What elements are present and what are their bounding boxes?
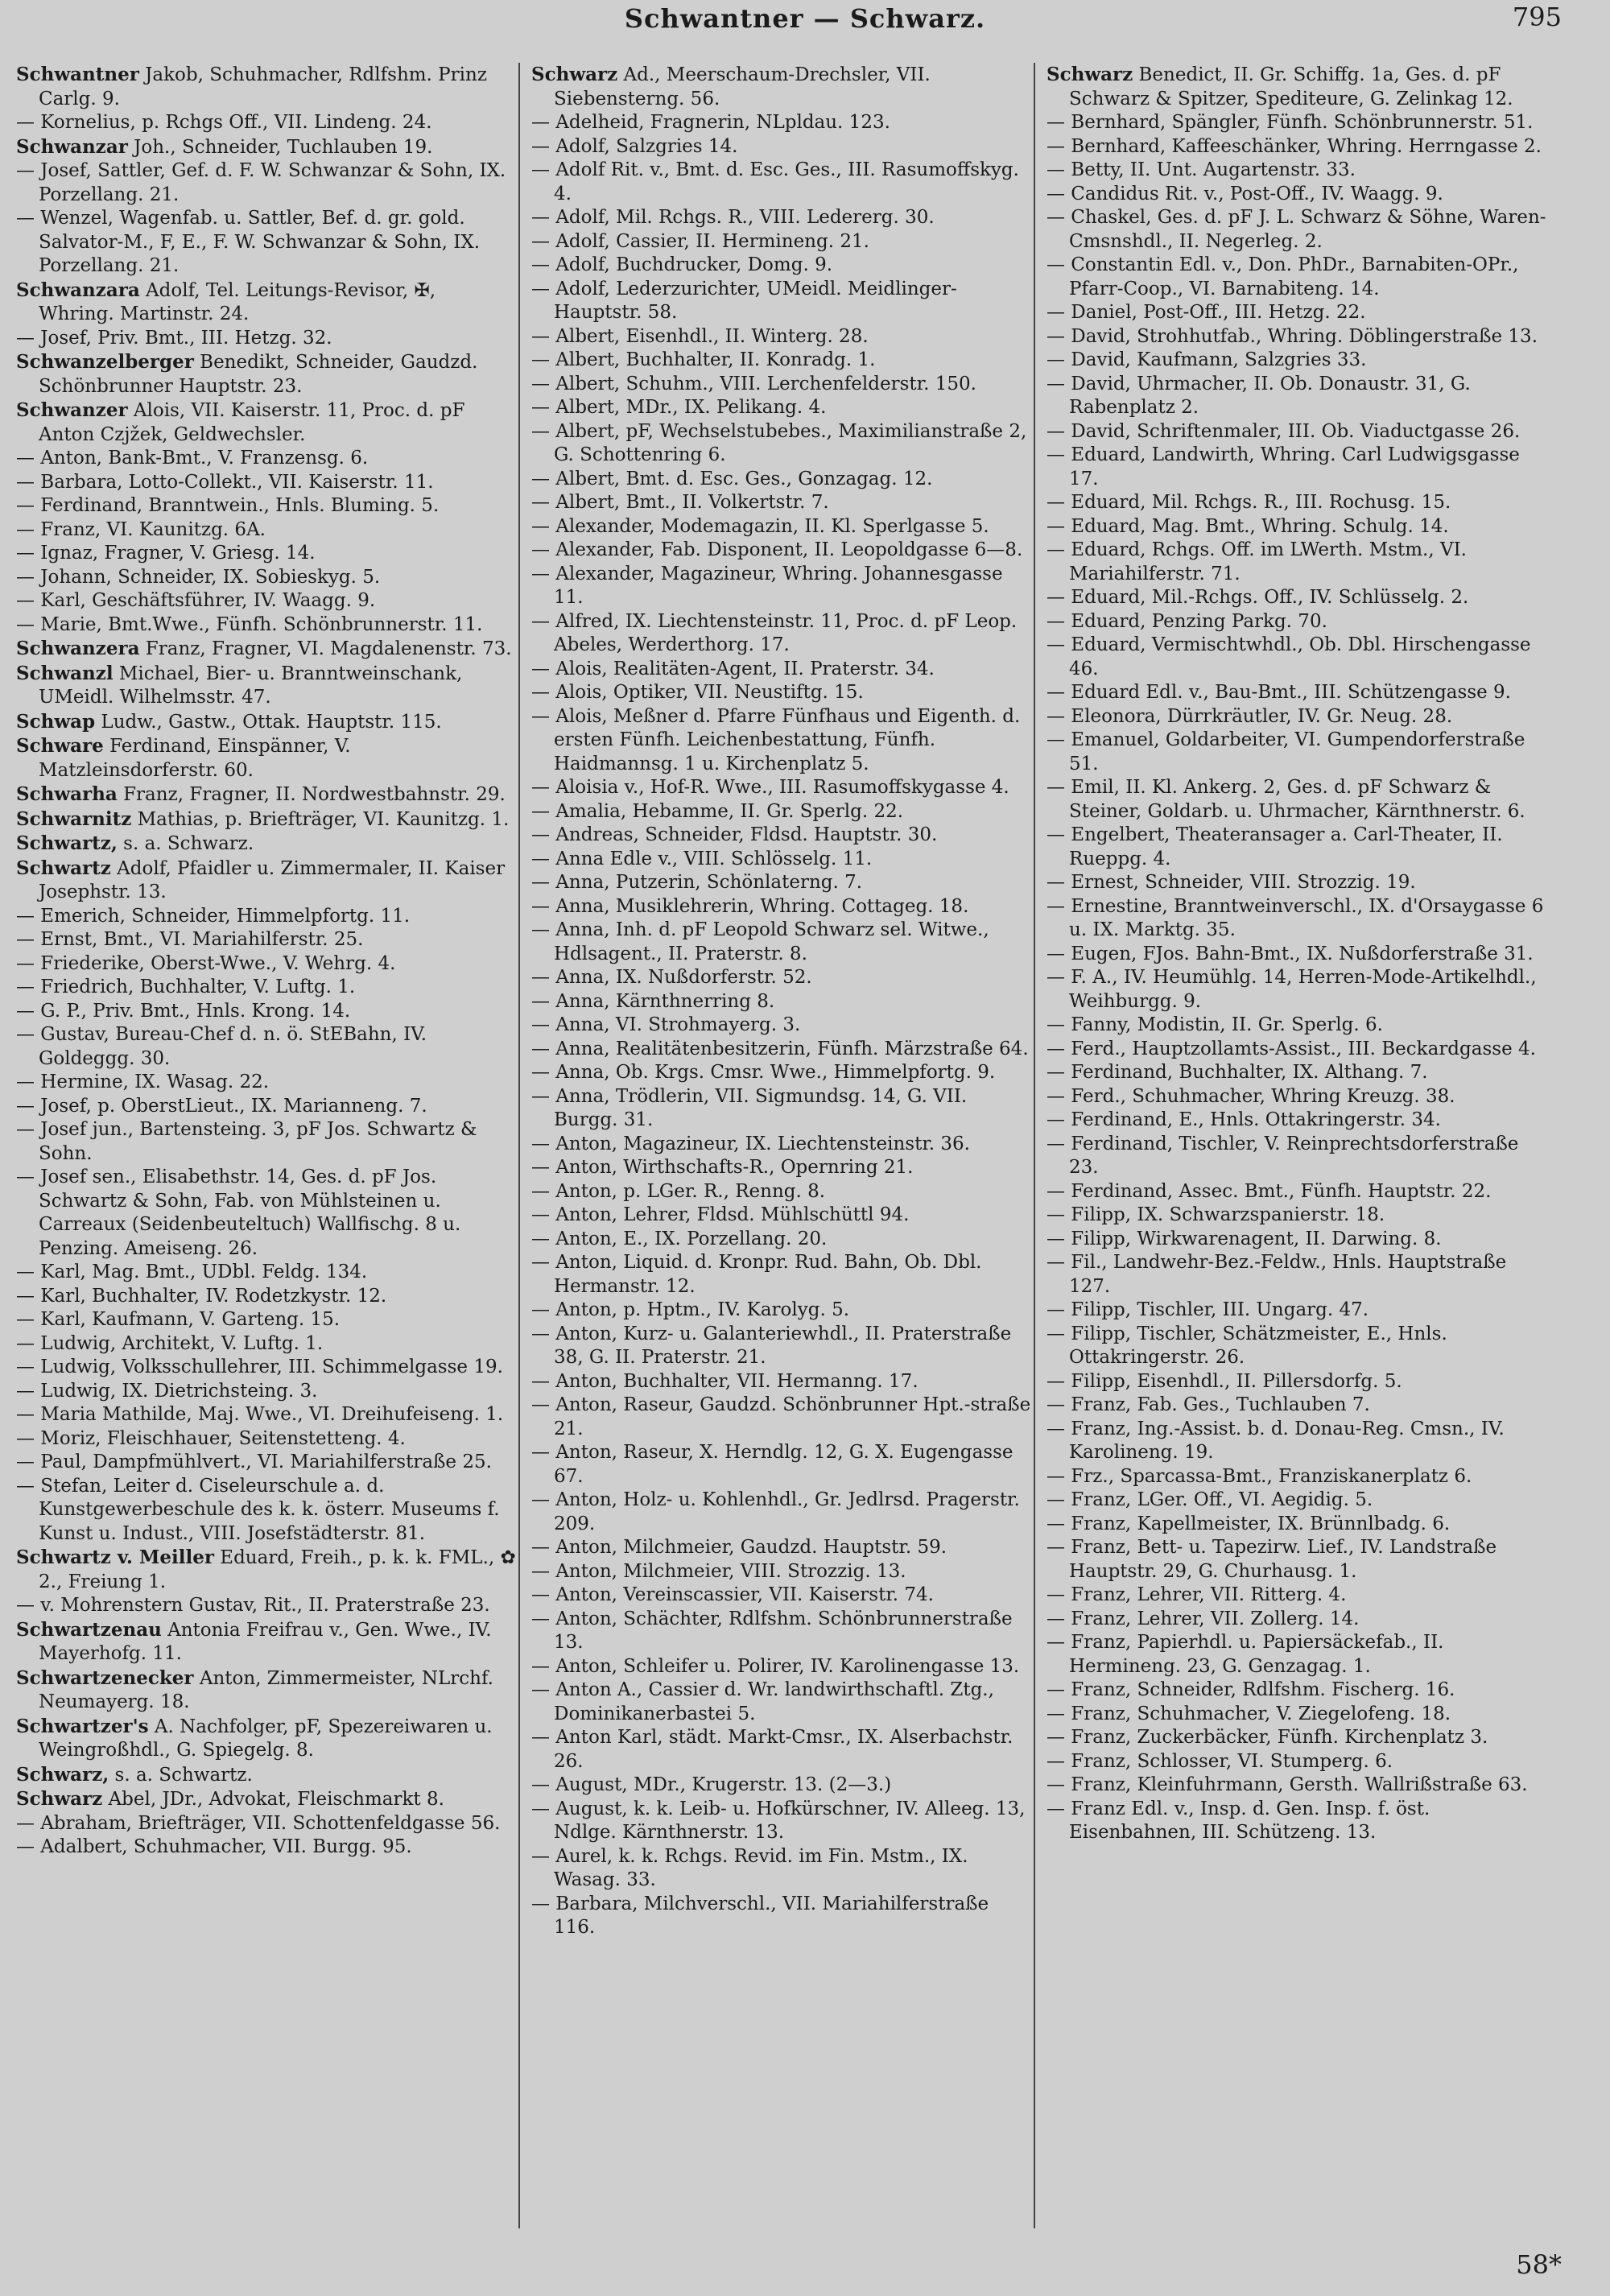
directory-entry: — Emanuel, Goldarbeiter, VI. Gumpendorferstraße 51.: [1046, 729, 1525, 774]
directory-entry: Schwanzelberger Benedikt, Schneider, Gaudzd. Schönbrunner Hauptstr. 23.: [16, 351, 478, 397]
directory-entry: — David, Schriftenmaler, III. Ob. Viaductgasse 26.: [1046, 420, 1521, 442]
directory-entry: — Anton, Wirthschafts-R., Opernring 21.: [531, 1157, 914, 1178]
column-divider: [518, 63, 520, 2228]
directory-entry: — Paul, Dampfmühlvert., VI. Mariahilferstraße 25.: [16, 1452, 492, 1472]
directory-entry: — Anton, Raseur, Gaudzd. Schönbrunner Hpt.-straße 21.: [531, 1394, 1031, 1439]
directory-entry: — Ferd., Hauptzollamts-Assist., III. Beckardgasse 4.: [1046, 1038, 1536, 1059]
directory-entry: — Frz., Sparcassa-Bmt., Franziskanerplatz 6.: [1046, 1465, 1472, 1487]
directory-entry: — v. Mohrenstern Gustav, Rit., II. Praterstraße 23.: [16, 1595, 490, 1616]
directory-entry: — Filipp, IX. Schwarzspanierstr. 18.: [1046, 1204, 1385, 1225]
column-1: [16, 63, 517, 2236]
directory-entry: — Franz, LGer. Off., VI. Aegidig. 5.: [1046, 1489, 1373, 1510]
directory-entry: — Maria Mathilde, Maj. Wwe., VI. Dreihufeiseng. 1.: [16, 1404, 504, 1425]
directory-entry: — Alois, Realitäten-Agent, II. Praterstr. 34.: [531, 658, 935, 679]
directory-entry: — Franz, VI. Kaunitzg. 6A.: [16, 518, 266, 540]
running-head: Schwantner — Schwarz.: [624, 3, 986, 34]
directory-entry: — Franz, Zuckerbäcker, Fünfh. Kirchenplatz 3.: [1046, 1727, 1488, 1748]
directory-entry: — Anna, VI. Strohmayerg. 3.: [531, 1014, 801, 1035]
directory-entry: — Barbara, Milchverschl., VII. Mariahilferstraße 116.: [531, 1893, 989, 1938]
directory-entry: — Eugen, FJos. Bahn-Bmt., IX. Nußdorferstraße 31.: [1046, 943, 1534, 964]
directory-entry: Schwarnitz Mathias, p. Briefträger, VI. Kaunitzg. 1.: [16, 807, 510, 830]
directory-entry: — Anton, Milchmeier, Gaudzd. Hauptstr. 59.: [531, 1537, 947, 1558]
directory-entry: — Eduard, Rchgs. Off. im LWerth. Mstm., VI. Mariahilferstr. 71.: [1046, 539, 1467, 584]
directory-entry: — Anton, Schleifer u. Polirer, IV. Karolinengasse 13.: [531, 1655, 1020, 1677]
directory-entry: — Eduard, Mil. Rchgs. R., III. Rochusg. 15.: [1046, 492, 1451, 513]
directory-entry: — Chaskel, Ges. d. pF J. L. Schwarz & Söhne, Waren-Cmsnshdl., II. Negerleg. 2.: [1046, 207, 1546, 252]
directory-entry: — August, MDr., Krugerstr. 13. (2—3.): [531, 1774, 892, 1795]
page-header: [0, 0, 1610, 34]
directory-entry: — Albert, pF, Wechselstubebes., Maximilianstraße 2, G. Schottenring 6.: [531, 420, 1027, 465]
directory-entry: Schwanzl Michael, Bier- u. Branntweinschank, UMeidl. Wilhelmsstr. 47.: [16, 662, 463, 708]
directory-entry: Schwarz Abel, JDr., Advokat, Fleischmarkt 8.: [16, 1788, 444, 1810]
directory-entry: — Aloisia v., Hof-R. Wwe., III. Rasumoffskygasse 4.: [531, 777, 1009, 798]
directory-entry: — Eduard, Landwirth, Whring. Carl Ludwigsgasse 17.: [1046, 444, 1520, 489]
directory-entry: — Franz, Fab. Ges., Tuchlauben 7.: [1046, 1394, 1370, 1415]
directory-entry: — Fanny, Modistin, II. Gr. Sperlg. 6.: [1046, 1014, 1383, 1035]
column-2: [531, 63, 1032, 2236]
directory-entry: — Ludwig, IX. Dietrichsteing. 3.: [16, 1380, 318, 1402]
directory-entry: — Wenzel, Wagenfab. u. Sattler, Bef. d. gr. gold. Salvator-M., F, E., F. W. Schwanzar & Sohn, IX. Porzellang. 21.: [16, 208, 481, 276]
directory-entry: — Eduard, Vermischtwhdl., Ob. Dbl. Hirschengasse 46.: [1046, 634, 1531, 679]
directory-entry: Schwarz Ad., Meerschaum-Drechsler, VII. Siebensterng. 56.: [531, 64, 931, 109]
directory-entry: — Eduard, Mil.-Rchgs. Off., IV. Schlüsselg. 2.: [1046, 587, 1469, 608]
directory-entry: — Abraham, Briefträger, VII. Schottenfeldgasse 56.: [16, 1812, 501, 1834]
directory-entry: Schwartz v. Meiller Eduard, Freih., p. k. k. FML., ✿ 2., Freiung 1.: [16, 1546, 516, 1592]
directory-entry: Schwartzer's A. Nachfolger, pF, Spezereiwaren u. Weingroßhdl., G. Spiegelg. 8.: [16, 1715, 493, 1761]
directory-entry: — Alexander, Fab. Disponent, II. Leopoldgasse 6—8.: [531, 539, 1023, 560]
directory-entry: — Karl, Buchhalter, IV. Rodetzkystr. 12.: [16, 1285, 387, 1307]
directory-entry: — Eduard, Mag. Bmt., Whring. Schulg. 14.: [1046, 515, 1449, 537]
directory-entry: — Franz, Papierhdl. u. Papiersäckefab., II. Hermineng. 23, G. Genzagag. 1.: [1046, 1632, 1444, 1677]
directory-entry: — Filipp, Tischler, Schätzmeister, E., Hnls. Ottakringerstr. 26.: [1046, 1323, 1447, 1368]
directory-entry: — Adolf, Buchdrucker, Domg. 9.: [531, 254, 833, 275]
directory-entry: — Franz, Kleinfuhrmann, Gersth. Wallrißstraße 63.: [1046, 1774, 1528, 1795]
directory-entry: — Karl, Mag. Bmt., UDbl. Feldg. 134.: [16, 1262, 368, 1282]
directory-entry: — Aurel, k. k. Rchgs. Revid. im Fin. Mstm., IX. Wasag. 33.: [531, 1845, 968, 1890]
directory-entry: — Kornelius, p. Rchgs Off., VII. Lindeng. 24.: [16, 112, 432, 133]
directory-entry: — Johann, Schneider, IX. Sobieskyg. 5.: [16, 566, 381, 588]
directory-entry: Schwanzera Franz, Fragner, VI. Magdalenenstr. 73.: [16, 638, 512, 659]
directory-entry: — Anton, Vereinscassier, VII. Kaiserstr. 74.: [531, 1584, 934, 1605]
directory-entry: — David, Uhrmacher, II. Ob. Donaustr. 31, G. Rabenplatz 2.: [1046, 373, 1471, 418]
directory-entry: — Anna, Ob. Krgs. Cmsr. Wwe., Himmelpfortg. 9.: [531, 1062, 996, 1083]
directory-entry: — Amalia, Hebamme, II. Gr. Sperlg. 22.: [531, 800, 904, 822]
directory-entry: — Franz, Schuhmacher, V. Ziegelofeng. 18.: [1046, 1703, 1451, 1724]
directory-entry: — Anna, Musiklehrerin, Whring. Cottageg. 18.: [531, 895, 969, 917]
directory-entry: — Anton, E., IX. Porzellang. 20.: [531, 1228, 828, 1249]
directory-entry: — Anton, Magazineur, IX. Liechtensteinstr. 36.: [531, 1133, 970, 1154]
directory-entry: — Anna, Inh. d. pF Leopold Schwarz sel. Witwe., Hdlsagent., II. Praterstr. 8.: [531, 919, 989, 964]
directory-entry: — Andreas, Schneider, Fldsd. Hauptstr. 30.: [531, 824, 938, 845]
directory-entry: — Eduard Edl. v., Bau-Bmt., III. Schützengasse 9.: [1046, 682, 1511, 703]
directory-entry: — Betty, II. Unt. Augartenstr. 33.: [1046, 159, 1356, 180]
directory-entry: Schware Ferdinand, Einspänner, V. Matzleinsdorferstr. 60.: [16, 735, 351, 781]
directory-entry: — Marie, Bmt.Wwe., Fünfh. Schönbrunnerstr. 11.: [16, 613, 483, 635]
directory-entry: — David, Kaufmann, Salzgries 33.: [1046, 349, 1367, 370]
directory-entry: — Adolf, Cassier, II. Hermineng. 21.: [531, 230, 869, 252]
directory-entry: — Franz, Schlosser, VI. Stumperg. 6.: [1046, 1750, 1393, 1772]
directory-entry: — Anton, p. Hptm., IV. Karolyg. 5.: [531, 1299, 850, 1320]
directory-entry: — Anna Edle v., VIII. Schlösselg. 11.: [531, 848, 873, 869]
directory-entry: — Engelbert, Theateransager a. Carl-Theater, II. Rueppg. 4.: [1046, 824, 1503, 869]
directory-entry: — Emil, II. Kl. Ankerg. 2, Ges. d. pF Schwarz & Steiner, Goldarb. u. Uhrmacher, Kärnthnerstr. 6.: [1046, 777, 1525, 822]
page-number: 795: [1512, 2, 1562, 32]
signature-mark: 58*: [1516, 2249, 1562, 2280]
directory-entry: — Eduard, Penzing Parkg. 70.: [1046, 610, 1327, 632]
directory-entry: — Karl, Kaufmann, V. Garteng. 15.: [16, 1309, 341, 1330]
directory-entry: — Anton, Raseur, X. Herndlg. 12, G. X. Eugengasse 67.: [531, 1442, 1013, 1487]
directory-entry: — Constantin Edl. v., Don. PhDr., Barnabiten-OPr., Pfarr-Coop., VI. Barnabiteng. 14.: [1046, 254, 1519, 299]
directory-entry: — Franz, Ing.-Assist. b. d. Donau-Reg. Cmsn., IV. Karolineng. 19.: [1046, 1418, 1505, 1463]
directory-entry: — Anna, IX. Nußdorferstr. 52.: [531, 967, 812, 988]
directory-entry: — Filipp, Tischler, III. Ungarg. 47.: [1046, 1299, 1369, 1320]
directory-entry: — Ludwig, Architekt, V. Luftg. 1.: [16, 1332, 324, 1354]
directory-entry: Schwantner Jakob, Schuhmacher, Rdlfshm. Prinz Carlg. 9.: [16, 64, 487, 109]
directory-entry: — Anton Karl, städt. Markt-Cmsr., IX. Alserbachstr. 26.: [531, 1727, 1013, 1772]
directory-entry: — Albert, Bmt. d. Esc. Ges., Gonzagag. 12.: [531, 468, 933, 489]
directory-entry: — G. P., Priv. Bmt., Hnls. Krong. 14.: [16, 1000, 351, 1022]
directory-entry: Schwap Ludw., Gastw., Ottak. Hauptstr. 115.: [16, 710, 442, 733]
directory-entry: Schwarha Franz, Fragner, II. Nordwestbahnstr. 29.: [16, 783, 506, 805]
directory-entry: — Alois, Meßner d. Pfarre Fünfhaus und Eigenth. d. ersten Fünfh. Leichenbestattung, Fünfh. Haidmannsg. 1 u. Kirchenplatz 5.: [531, 705, 1021, 774]
directory-entry: — Ferdinand, E., Hnls. Ottakringerstr. 34.: [1046, 1109, 1441, 1130]
directory-entry: — Anton, p. LGer. R., Renng. 8.: [531, 1180, 826, 1202]
directory-entry: — Ferd., Schuhmacher, Whring Kreuzg. 38.: [1046, 1085, 1455, 1107]
directory-entry: — Adolf, Mil. Rchgs. R., VIII. Ledererg. 30.: [531, 207, 935, 228]
directory-entry: — Filipp, Eisenhdl., II. Pillersdorfg. 5.: [1046, 1370, 1402, 1392]
directory-entry: — Anton, Schächter, Rdlfshm. Schönbrunnerstraße 13.: [531, 1608, 1013, 1653]
directory-entry: — Hermine, IX. Wasag. 22.: [16, 1072, 270, 1092]
directory-entry: — Bernhard, Spängler, Fünfh. Schönbrunnerstr. 51.: [1046, 112, 1534, 133]
directory-entry: Schwarz, s. a. Schwartz.: [16, 1763, 253, 1786]
directory-entry: — Anton, Lehrer, Fldsd. Mühlschüttl 94.: [531, 1204, 910, 1225]
directory-entry: — Ferdinand, Tischler, V. Reinprechtsdorferstraße 23.: [1046, 1133, 1519, 1178]
directory-entry: — Anton, Liquid. d. Kronpr. Rud. Bahn, Ob. Dbl. Hermanstr. 12.: [531, 1252, 982, 1297]
column-divider: [1034, 63, 1035, 2228]
directory-entry: Schwartzenecker Anton, Zimmermeister, NLrchf. Neumayerg. 18.: [16, 1666, 493, 1712]
directory-entry: — Fil., Landwehr-Bez.-Feldw., Hnls. Hauptstraße 127.: [1046, 1252, 1507, 1297]
directory-entry: Schwanzara Adolf, Tel. Leitungs-Revisor, ✠, Whring. Martinstr. 24.: [16, 279, 436, 324]
directory-entry: — Stefan, Leiter d. Ciseleurschule a. d. Kunstgewerbeschule des k. k. österr. Museums f. Kunst u. Indust., VIII. Josefstädterstr. 81.: [16, 1475, 500, 1544]
directory-entry: — Anna, Kärnthnerring 8.: [531, 990, 775, 1012]
directory-entry: — Alexander, Magazineur, Whring. Johannesgasse 11.: [531, 563, 1003, 608]
directory-entry: — Karl, Geschäftsführer, IV. Waagg. 9.: [16, 590, 376, 611]
directory-entry: — Ludwig, Volksschullehrer, III. Schimmelgasse 19.: [16, 1357, 503, 1377]
directory-entry: Schwartzenau Antonia Freifrau v., Gen. Wwe., IV. Mayerhofg. 11.: [16, 1618, 492, 1664]
column-3: [1046, 63, 1547, 2236]
directory-entry: — Anton A., Cassier d. Wr. landwirthschaftl. Ztg., Dominikanerbastei 5.: [531, 1679, 994, 1724]
directory-entry: — Anton, Milchmeier, VIII. Strozzig. 13.: [531, 1560, 906, 1582]
directory-entry: — Alois, Optiker, VII. Neustiftg. 15.: [531, 682, 864, 703]
directory-entry: — Anton, Buchhalter, VII. Hermanng. 17.: [531, 1370, 919, 1392]
directory-entry: — Ferdinand, Buchhalter, IX. Althang. 7.: [1046, 1062, 1428, 1083]
directory-entry: — Moriz, Fleischhauer, Seitenstetteng. 4.: [16, 1427, 406, 1449]
directory-entry: — Albert, Schuhm., VIII. Lerchenfelderstr. 150.: [531, 373, 976, 394]
directory-entry: — Anna, Trödlerin, VII. Sigmundsg. 14, G. VII. Burgg. 31.: [531, 1085, 968, 1130]
directory-entry: — Franz, Lehrer, VII. Zollerg. 14.: [1046, 1608, 1360, 1629]
directory-entry: — Josef, Priv. Bmt., III. Hetzg. 32.: [16, 327, 332, 349]
directory-entry: — Franz, Lehrer, VII. Ritterg. 4.: [1046, 1584, 1347, 1605]
directory-entry: — Ernestine, Branntweinverschl., IX. d'Orsaygasse 6 u. IX. Marktg. 35.: [1046, 895, 1544, 940]
directory-entry: — Franz, Bett- u. Tapezirw. Lief., IV. Landstraße Hauptstr. 29, G. Churhausg. 1.: [1046, 1537, 1497, 1582]
directory-entry: — Ferdinand, Assec. Bmt., Fünfh. Hauptstr. 22.: [1046, 1180, 1492, 1202]
directory-entry: Schwartz, s. a. Schwarz.: [16, 832, 254, 854]
directory-entry: — Josef, Sattler, Gef. d. F. W. Schwanzar & Sohn, IX. Porzellang. 21.: [16, 160, 506, 205]
directory-entry: — David, Strohhutfab., Whring. Döblingerstraße 13.: [1046, 325, 1538, 347]
directory-entry: — Candidus Rit. v., Post-Off., IV. Waagg. 9.: [1046, 183, 1443, 204]
directory-entry: — Adolf, Salzgries 14.: [531, 135, 738, 157]
directory-entry: — Emerich, Schneider, Himmelpfortg. 11.: [16, 905, 411, 927]
directory-entry: — Alexander, Modemagazin, II. Kl. Sperlgasse 5.: [531, 515, 989, 537]
directory-entry: Schwarz Benedict, II. Gr. Schiffg. 1a, Ges. d. pF Schwarz & Spitzer, Spediteure, G. Zelinkag 12.: [1046, 64, 1513, 109]
directory-entry: — Gustav, Bureau-Chef d. n. ö. StEBahn, IV. Goldeggg. 30.: [16, 1024, 427, 1069]
directory-entry: — Ernest, Schneider, VIII. Strozzig. 19.: [1046, 872, 1416, 893]
directory-entry: — Josef sen., Elisabethstr. 14, Ges. d. pF Jos. Schwartz & Sohn, Fab. von Mühlsteinen u. Carreaux (Seidenbeuteltuch) Wallfischg. 8 u. Penzing. Ameiseng. 26.: [16, 1167, 461, 1259]
directory-entry: — Ignaz, Fragner, V. Griesg. 14.: [16, 543, 316, 564]
directory-entry: Schwanzer Alois, VII. Kaiserstr. 11, Proc. d. pF Anton Czjžek, Geldwechsler.: [16, 399, 465, 445]
directory-entry: — Friederike, Oberst-Wwe., V. Wehrg. 4.: [16, 952, 396, 974]
directory-entry: — Albert, MDr., IX. Pelikang. 4.: [531, 397, 827, 418]
directory-entry: — Anna, Putzerin, Schönlaterng. 7.: [531, 872, 863, 893]
directory-entry: — Friedrich, Buchhalter, V. Luftg. 1.: [16, 977, 356, 997]
directory-entry: — Anna, Realitätenbesitzerin, Fünfh. Märzstraße 64.: [531, 1038, 1029, 1059]
directory-entry: — Franz Edl. v., Insp. d. Gen. Insp. f. öst. Eisenbahnen, III. Schützeng. 13.: [1046, 1798, 1430, 1843]
directory-entry: — August, k. k. Leib- u. Hofkürschner, IV. Alleeg. 13, Ndlge. Kärnthnerstr. 13.: [531, 1798, 1026, 1843]
directory-entry: — F. A., IV. Heumühlg. 14, Herren-Mode-Artikelhdl., Weihburgg. 9.: [1046, 967, 1537, 1012]
directory-entry: — Daniel, Post-Off., III. Hetzg. 22.: [1046, 302, 1366, 323]
directory-entry: — Ferdinand, Branntwein., Hnls. Bluming. 5.: [16, 495, 440, 516]
directory-entry: — Franz, Kapellmeister, IX. Brünnlbadg. 6.: [1046, 1513, 1451, 1534]
directory-entry: — Albert, Bmt., II. Volkertstr. 7.: [531, 492, 829, 513]
directory-entry: — Bernhard, Kaffeeschänker, Whring. Herrngasse 2.: [1046, 135, 1542, 157]
directory-entry: — Josef jun., Bartensteing. 3, pF Jos. Schwartz & Sohn.: [16, 1119, 477, 1164]
directory-entry: — Anton, Holz- u. Kohlenhdl., Gr. Jedlrsd. Pragerstr. 209.: [531, 1489, 1020, 1534]
directory-entry: — Adelheid, Fragnerin, NLpldau. 123.: [531, 112, 890, 133]
directory-entry: — Albert, Buchhalter, II. Konradg. 1.: [531, 349, 876, 370]
directory-entry: — Barbara, Lotto-Collekt., VII. Kaiserstr. 11.: [16, 471, 434, 493]
directory-entry: Schwanzar Joh., Schneider, Tuchlauben 19.: [16, 135, 433, 158]
directory-entry: — Adolf Rit. v., Bmt. d. Esc. Ges., III. Rasumoffskyg. 4.: [531, 159, 1019, 204]
directory-entry: — Josef, p. OberstLieut., IX. Marianneng. 7.: [16, 1095, 427, 1117]
directory-entry: Schwartz Adolf, Pfaidler u. Zimmermaler, II. Kaiser Josephstr. 13.: [16, 857, 506, 902]
directory-entry: — Adalbert, Schuhmacher, VII. Burgg. 95.: [16, 1836, 412, 1857]
directory-entry: — Eleonora, Dürrkräutler, IV. Gr. Neug. 28.: [1046, 705, 1453, 727]
directory-entry: — Adolf, Lederzurichter, UMeidl. Meidlinger-Hauptstr. 58.: [531, 278, 957, 323]
directory-entry: — Ernst, Bmt., VI. Mariahilferstr. 25.: [16, 929, 364, 950]
directory-entry: — Anton, Bank-Bmt., V. Franzensg. 6.: [16, 448, 369, 469]
directory-entry: — Anton, Kurz- u. Galanteriewhdl., II. Praterstraße 38, G. II. Praterstr. 21.: [531, 1323, 1012, 1368]
directory-entry: — Filipp, Wirkwarenagent, II. Darwing. 8.: [1046, 1228, 1442, 1249]
directory-entry: — Franz, Schneider, Rdlfshm. Fischerg. 16.: [1046, 1679, 1455, 1700]
directory-entry: — Albert, Eisenhdl., II. Winterg. 28.: [531, 325, 869, 347]
directory-entry: — Alfred, IX. Liechtensteinstr. 11, Proc. d. pF Leop. Abeles, Werderthorg. 17.: [531, 610, 1018, 655]
